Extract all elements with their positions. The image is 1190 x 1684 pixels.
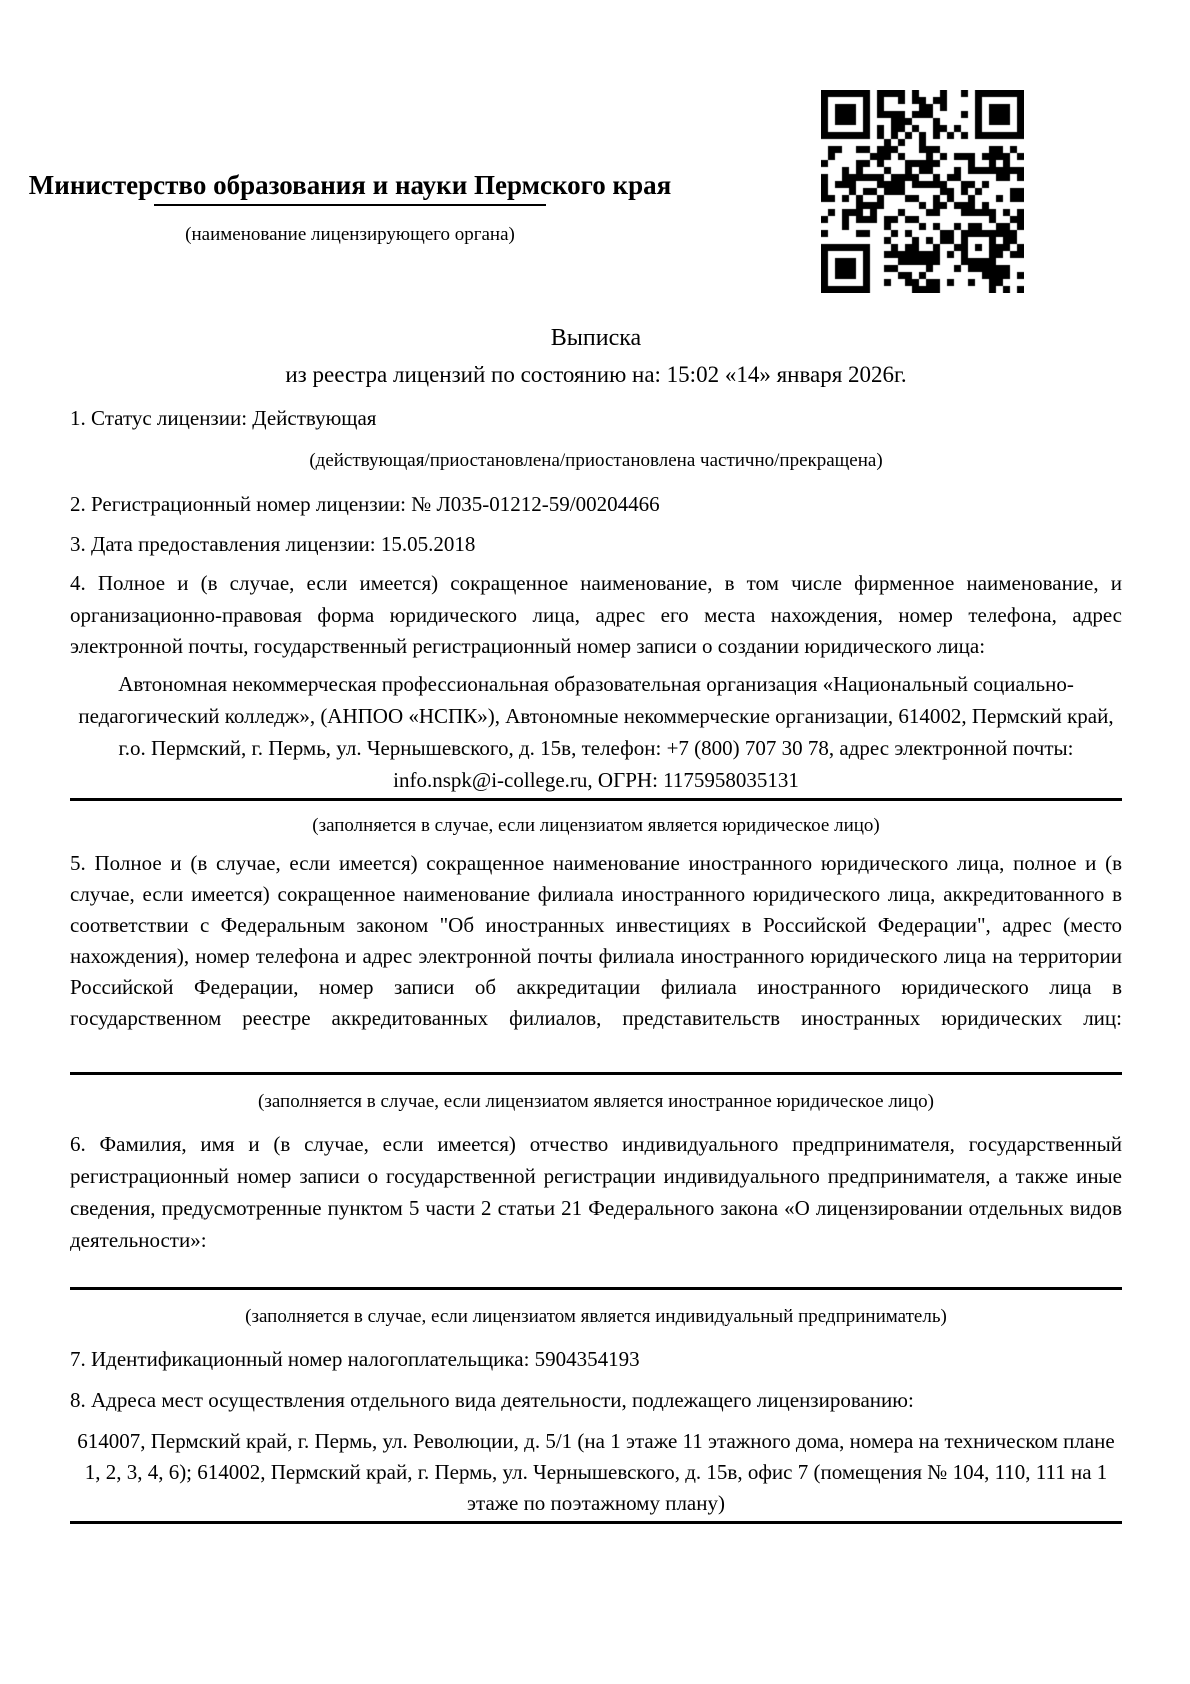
qr-code-icon — [821, 90, 1024, 293]
legal-entity-caption: (заполняется в случае, если лицензиатом является юридическое лицо) — [312, 814, 880, 836]
field-license-status: 1. Статус лицензии: Действующая — [70, 406, 377, 431]
separator-line — [70, 1072, 1122, 1075]
licensing-authority-name: Министерство образования и науки Пермского края — [28, 170, 672, 200]
individual-entrepreneur-caption: (заполняется в случае, если лицензиатом является индивидуальный предприниматель) — [245, 1305, 947, 1327]
authority-caption: (наименование лицензирующего органа) — [185, 224, 515, 246]
document-title: Выписка — [550, 325, 642, 352]
field-taxpayer-number: 7. Идентификационный номер налогоплательщика: 5904354193 — [70, 1346, 640, 1371]
separator-line — [70, 1521, 1122, 1524]
separator-line — [70, 1287, 1122, 1290]
field-foreign-entity-heading: 5. Полное и (в случае, если имеется) сокращенное наименование иностранного юридического лица, полное и (в случае, если имеется) сокращенное наименование филиала иностранного юридического лица, аккредитованного в соответствии с Федеральным законом "Об иностранных инвестициях в Российской Федерации", адрес (место нахождения), номер телефона и адрес электронной почты филиала иностранного юридического лица на территории Российской Федерации, номер записи об аккредитации филиала иностранного юридического лица в государственном реестре аккредитованных филиалов, представительств иностранных юридических лиц: — [70, 850, 1122, 1030]
field-individual-entrepreneur-heading: 6. Фамилия, имя и (в случае, если имеется) отчество индивидуального предпринимателя, государственный регистрационный номер записи о государственной регистрации индивидуального предпринимателя, а также иные сведения, предусмотренные пунктом 5 части 2 статьи 21 Федерального закона «О лицензировании отдельных видов деятельности»: — [70, 1131, 1122, 1252]
field-activity-addresses-heading: 8. Адреса мест осуществления отдельного вида деятельности, подлежащего лицензированию: — [70, 1387, 914, 1412]
authority-underline — [154, 204, 546, 206]
activity-addresses: 614007, Пермский край, г. Пермь, ул. Революции, д. 5/1 (на 1 этаже 11 этажного дома, номера на техническом плане 1, 2, 3, 4, 6); 614002, Пермский край, г. Пермь, ул. Чернышевского, д. 15в, офис 7 (помещения № 104, 110, 111 на 1 этаже по поэтажному плану) — [77, 1428, 1115, 1515]
field-license-grant-date: 3. Дата предоставления лицензии: 15.05.2018 — [70, 532, 476, 557]
document-subtitle: из реестра лицензий по состоянию на: 15:02 «14» января 2026г. — [285, 362, 907, 388]
field-registration-number: 2. Регистрационный номер лицензии: № Л035-01212-59/00204466 — [70, 492, 660, 517]
license-status-options-caption: (действующая/приостановлена/приостановлена частично/прекращена) — [309, 450, 883, 472]
document-body — [0, 323, 1190, 1524]
licensing-authority-header — [0, 170, 700, 247]
field-legal-entity-heading: 4. Полное и (в случае, если имеется) сокращенное наименование, в том числе фирменное наименование, и организационно-правовая форма юридического лица, адрес его места нахождения, номер телефона, адрес электронной почты, государственный регистрационный номер записи о создании юридического лица: — [70, 571, 1122, 659]
legal-entity-details: Автономная некоммерческая профессиональная образовательная организация «Национальный социально-педагогический колледж», (АНПОО «НСПК»), Автономные некоммерческие организации, 614002, Пермский край, г.о. Пермский, г. Пермь, ул. Чернышевского, д. 15в, телефон: +7 (800) 707 30 78, адрес электронной почты: info.nspk@i-college.ru, ОГРН: 1175958035131 — [78, 671, 1114, 792]
separator-line — [70, 798, 1122, 801]
foreign-entity-caption: (заполняется в случае, если лицензиатом является иностранное юридическое лицо) — [258, 1090, 934, 1112]
